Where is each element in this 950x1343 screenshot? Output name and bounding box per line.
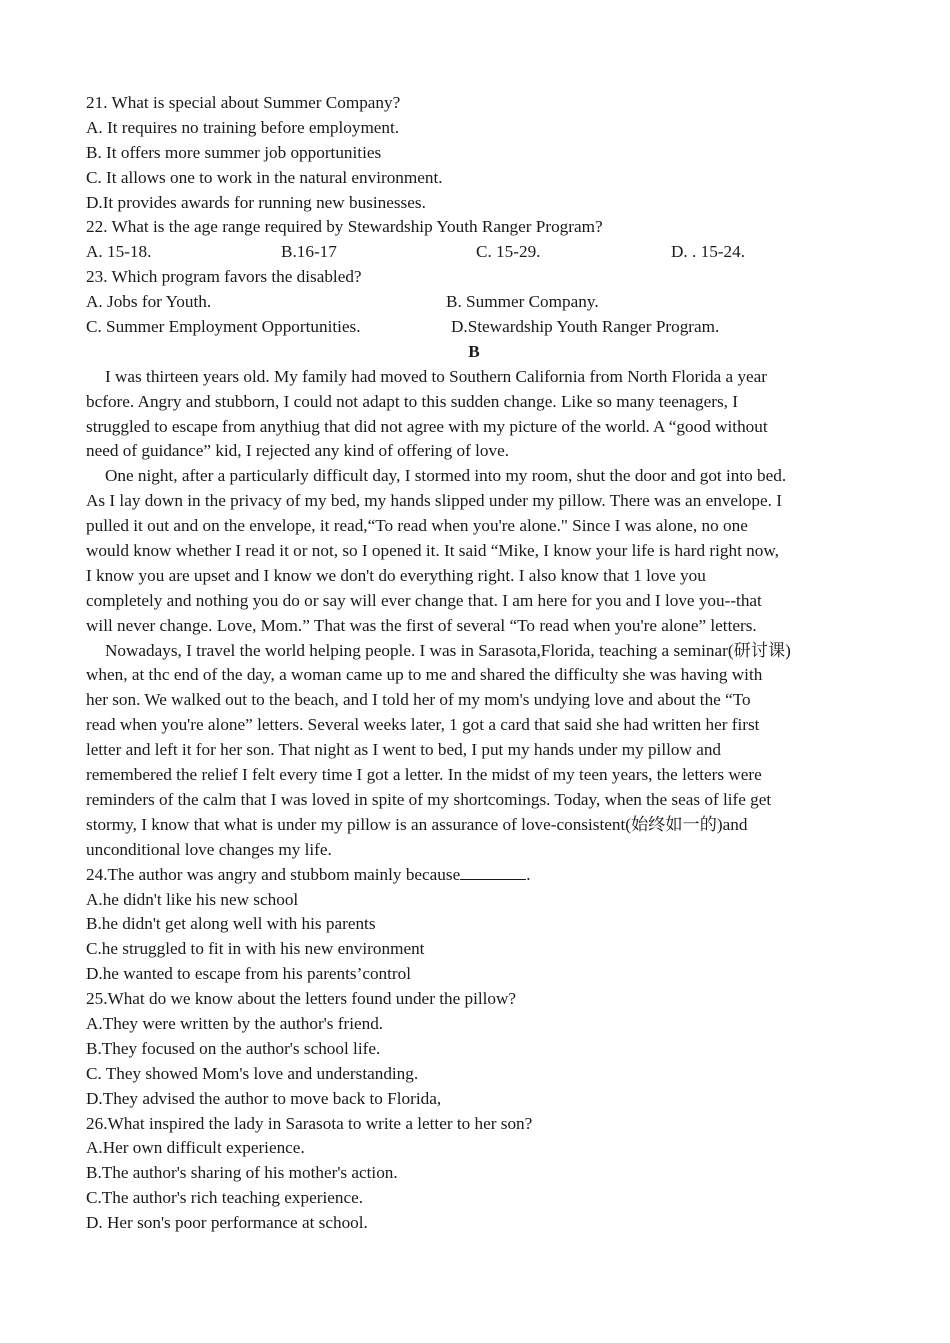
option-c: C.The author's rich teaching experience. [86,1188,364,1208]
question-26 [86,1112,872,1236]
options-row [86,290,872,315]
question-stem: 25.What do we know about the letters found under the pillow? [86,989,517,1009]
option-d: D.Stewardship Youth Ranger Program. [451,317,720,337]
option-d: D. . 15-24. [671,242,745,262]
passage-line: I know you are upset and I know we don't do everything right. I also know that 1 love you [86,565,706,585]
passage-line: read when you're alone” letters. Several weeks later, 1 got a card that said she had written her first [86,715,760,735]
passage-line: As I lay down in the privacy of my bed, my hands slipped under my pillow. There was an envelope. I [86,491,782,511]
question-21 [86,91,872,215]
option-a: A. Jobs for Youth. [86,292,212,312]
option-c: C. 15-29. [476,242,541,262]
option-b: B.16-17 [281,242,337,262]
option-a: A. 15-18. [86,242,152,262]
option-a: A.Her own difficult experience. [86,1138,305,1158]
passage-line: stormy, I know that what is under my pillow is an assurance of love-consistent(始终如一的)and [86,814,748,834]
passage-line: letter and left it for her son. That night as I went to bed, I put my hands under my pillow and [86,740,722,760]
passage-line: need of guidance” kid, I rejected any kind of offering of love. [86,441,509,461]
option-c: C. Summer Employment Opportunities. [86,317,361,337]
passage-line: completely and nothing you do or say will ever change that. I am here for you and I love you--that [86,590,762,610]
passage-line: reminders of the calm that I was loved in spite of my shortcomings. Today, when the seas of life get [86,789,772,809]
option-b: B.he didn't get along well with his parents [86,914,376,934]
option-a: A. It requires no training before employment. [86,117,400,137]
option-d: D.he wanted to escape from his parents’control [86,964,412,984]
passage-line: struggled to escape from anythiug that did not agree with my picture of the world. A “good without [86,416,768,436]
option-c: C. They showed Mom's love and understanding. [86,1063,419,1083]
passage-line: when, at thc end of the day, a woman came up to me and shared the difficulty she was having with [86,665,763,685]
question-stem-text: 24.The author was angry and stubbom mainly because [86,864,461,884]
option-a: A.he didn't like his new school [86,889,299,909]
passage-line: unconditional love changes my life. [86,839,332,859]
passage-line: Nowadays, I travel the world helping people. I was in Sarasota,Florida, teaching a seminar(研讨课) [105,640,791,660]
section-heading: B [468,341,480,361]
question-stem: 26.What inspired the lady in Sarasota to write a letter to her son? [86,1113,533,1133]
passage-line: pulled it out and on the envelope, it read,“To read when you're alone." Since I was alone, no one [86,516,748,536]
question-stem-suffix: . [526,864,531,884]
question-stem: 23. Which program favors the disabled? [86,267,362,287]
question-stem [86,863,872,888]
option-b: B. Summer Company. [446,292,599,312]
passage-line: her son. We walked out to the beach, and I told her of my mom's undying love and about the “To [86,690,751,710]
option-d: D.It provides awards for running new businesses. [86,192,426,212]
passage-paragraph-1 [86,365,872,465]
option-c: C. It allows one to work in the natural environment. [86,167,443,187]
passage-paragraph-3 [86,639,872,863]
question-stem: 22. What is the age range required by Stewardship Youth Ranger Program? [86,217,603,237]
exam-page [86,91,872,1236]
option-b: B.The author's sharing of his mother's action. [86,1163,398,1183]
passage-line: remembered the relief I felt every time I got a letter. In the midst of my teen years, the letters were [86,765,762,785]
question-24 [86,863,872,987]
question-25 [86,987,872,1111]
options-row [86,240,872,265]
passage-line: will never change. Love, Mom.” That was the first of several “To read when you're alone” letters. [86,615,757,635]
option-d: D. Her son's poor performance at school. [86,1213,368,1233]
passage-line: One night, after a particularly difficult day, I stormed into my room, shut the door and got into bed. [105,466,787,486]
answer-blank [460,863,526,880]
option-b: B. It offers more summer job opportunities [86,142,382,162]
passage-paragraph-2 [86,464,872,638]
question-stem: 21. What is special about Summer Company? [86,93,401,112]
options-row [86,315,872,340]
option-a: A.They were written by the author's friend. [86,1013,384,1033]
option-b: B.They focused on the author's school life. [86,1038,381,1058]
passage-line: would know whether I read it or not, so I opened it. It said “Mike, I know your life is hard right now, [86,541,779,561]
passage-line: bcfore. Angry and stubborn, I could not adapt to this sudden change. Like so many teenagers, I [86,391,738,411]
option-c: C.he struggled to fit in with his new environment [86,939,425,959]
question-23 [86,265,872,340]
option-d: D.They advised the author to move back to Florida, [86,1088,442,1108]
passage-line: I was thirteen years old. My family had moved to Southern California from North Florida a year [105,366,768,386]
question-22 [86,215,872,265]
